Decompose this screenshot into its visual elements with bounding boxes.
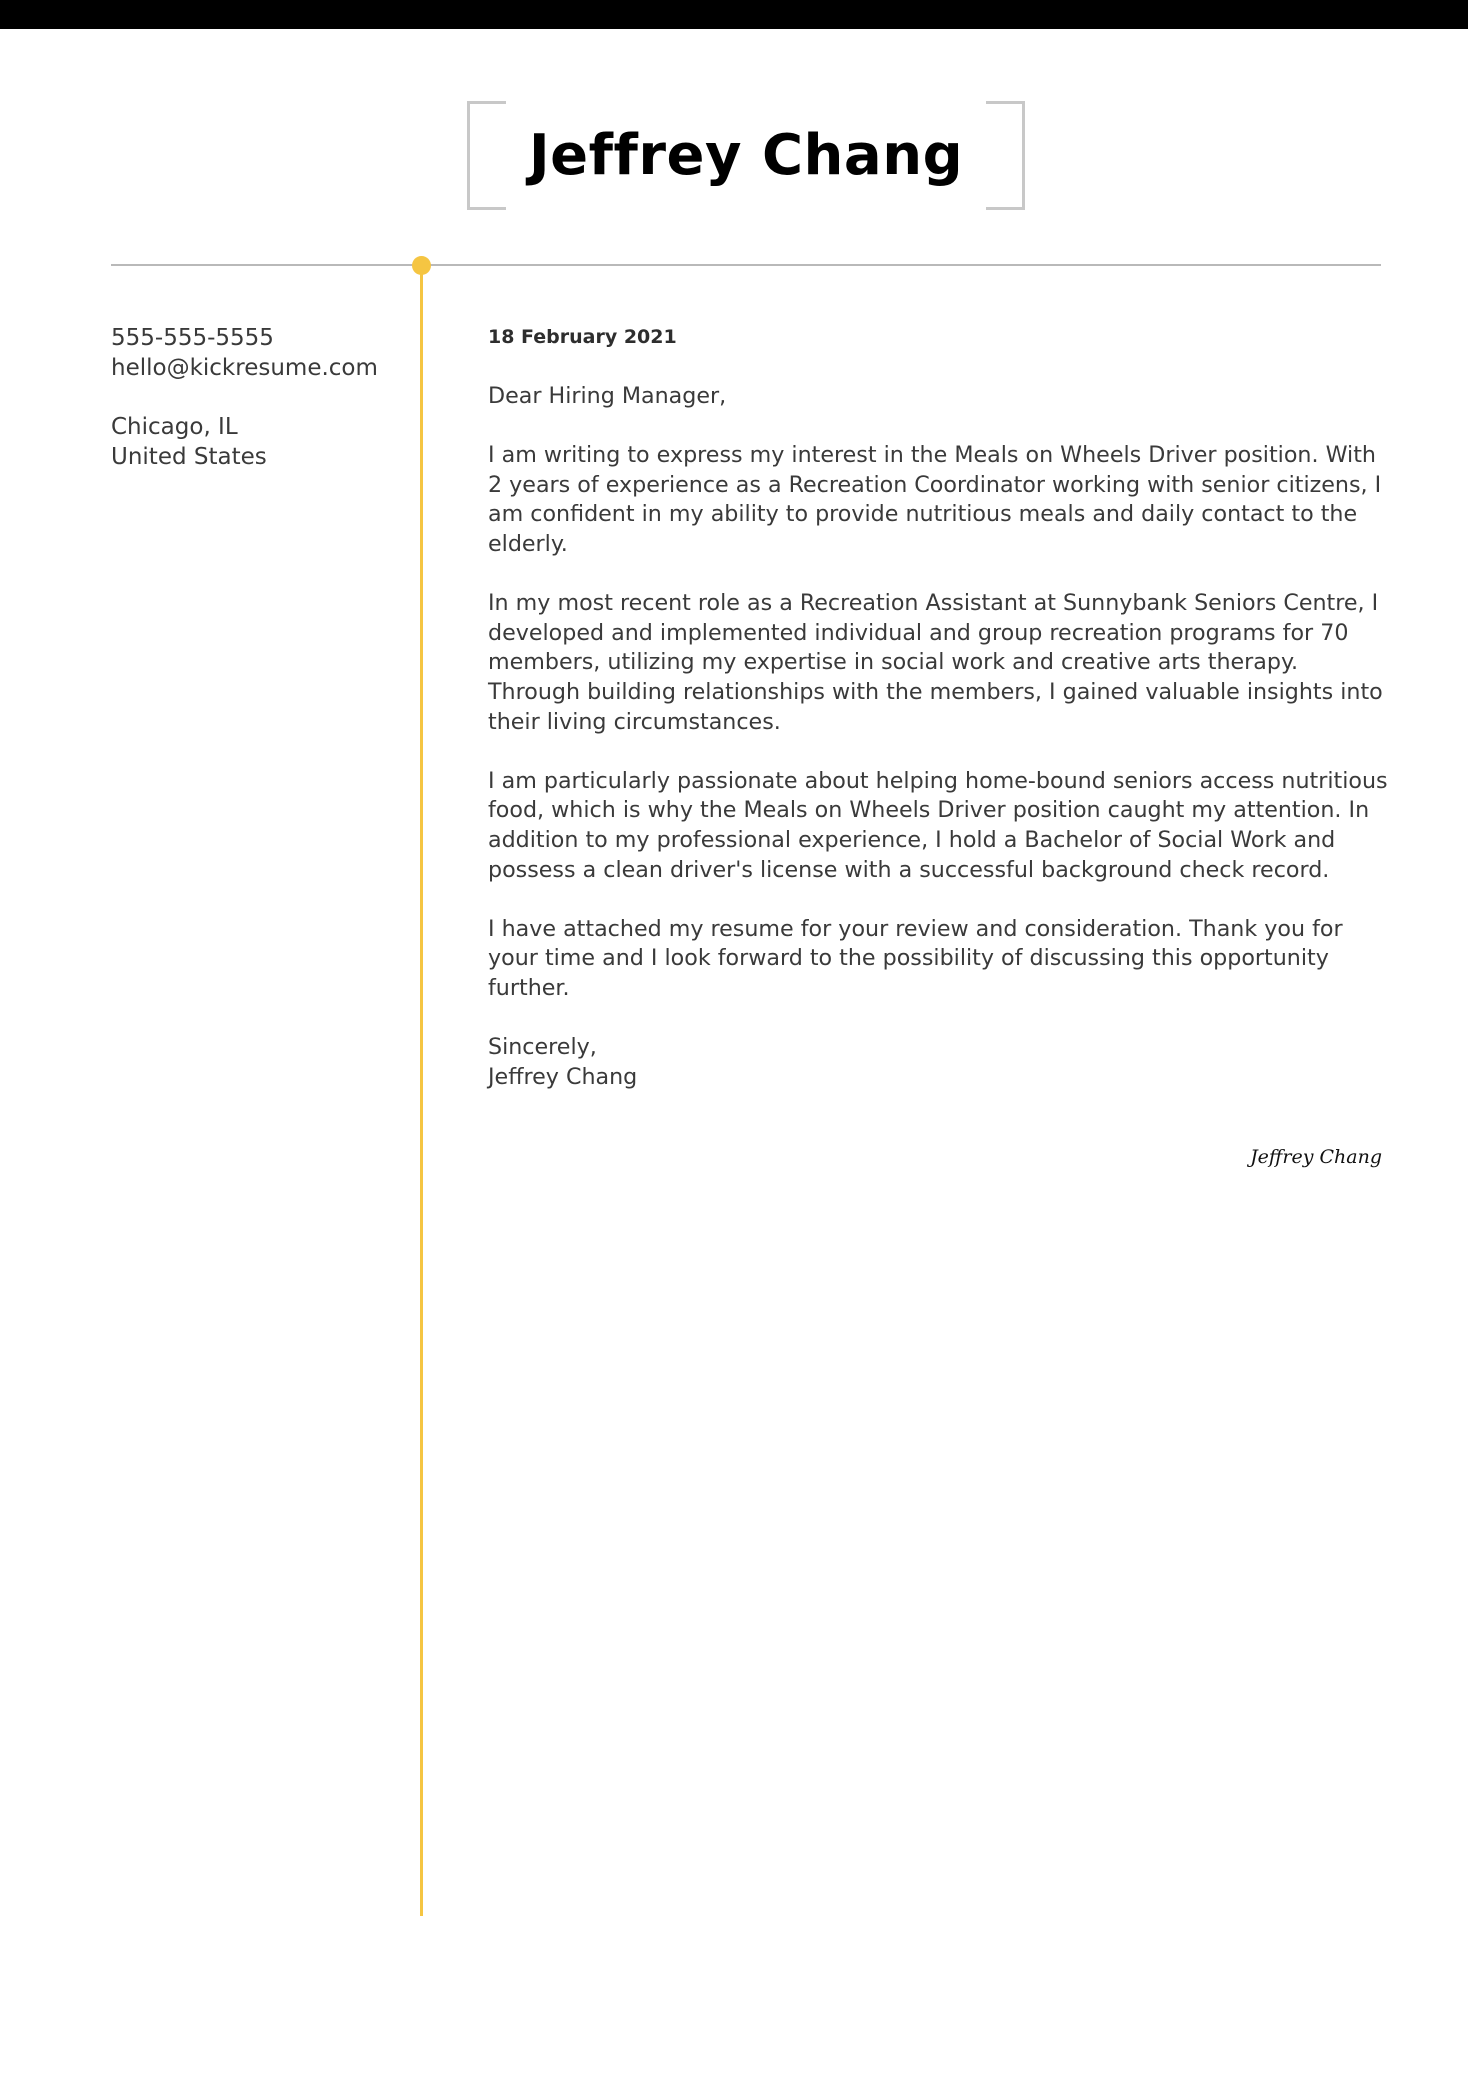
paragraph-line: food, which is why the Meals on Wheels Driver position caught my attention. In (488, 797, 1370, 824)
contact-info (111, 323, 401, 472)
phone-number: 555-555-5555 (111, 325, 274, 351)
name-header (467, 101, 1025, 208)
applicant-name: Jeffrey Chang (528, 123, 964, 188)
horizontal-divider (111, 264, 1381, 266)
paragraph-line: addition to my professional experience, I hold a Bachelor of Social Work and (488, 826, 1336, 853)
accent-dot (412, 256, 431, 275)
vertical-divider (420, 266, 423, 1916)
letter-date: 18 February 2021 (488, 326, 677, 348)
paragraph-4 (488, 915, 1388, 1004)
paragraph-line: In my most recent role as a Recreation Assistant at Sunnybank Seniors Centre, I (488, 590, 1379, 617)
paragraph-line: I am particularly passionate about helping home-bound seniors access nutritious (488, 767, 1388, 794)
salutation (488, 382, 1388, 412)
letter-body (488, 323, 1388, 1092)
paragraph-line: their living circumstances. (488, 708, 781, 735)
closing (488, 1033, 1388, 1092)
paragraph-line: developed and implemented individual and group recreation programs for 70 (488, 619, 1349, 646)
paragraph-line: I have attached my resume for your review and consideration. Thank you for (488, 915, 1343, 942)
paragraph-line: Through building relationships with the members, I gained valuable insights into (488, 678, 1383, 705)
country: United States (111, 444, 267, 470)
paragraph-line: I am writing to express my interest in the Meals on Wheels Driver position. With (488, 442, 1376, 469)
closing-name: Jeffrey Chang (488, 1063, 638, 1090)
closing-text: Sincerely, (488, 1034, 597, 1061)
paragraph-2 (488, 589, 1388, 737)
top-bar (0, 0, 1468, 29)
paragraph-line: am confident in my ability to provide nutritious meals and daily contact to the (488, 501, 1358, 528)
salutation-text: Dear Hiring Manager, (488, 383, 727, 409)
paragraph-1 (488, 441, 1388, 559)
email-address: hello@kickresume.com (111, 355, 378, 381)
paragraph-line: your time and I look forward to the possibility of discussing this opportunity (488, 945, 1329, 972)
paragraph-line: possess a clean driver's license with a successful background check record. (488, 856, 1330, 883)
paragraph-3 (488, 767, 1388, 885)
paragraph-line: elderly. (488, 530, 568, 557)
city: Chicago, IL (111, 414, 238, 440)
signature: Jeffrey Chang (1250, 1146, 1382, 1168)
paragraph-line: further. (488, 974, 570, 1001)
paragraph-line: 2 years of experience as a Recreation Coordinator working with senior citizens, I (488, 471, 1382, 498)
paragraph-line: members, utilizing my expertise in social work and creative arts therapy. (488, 649, 1299, 676)
